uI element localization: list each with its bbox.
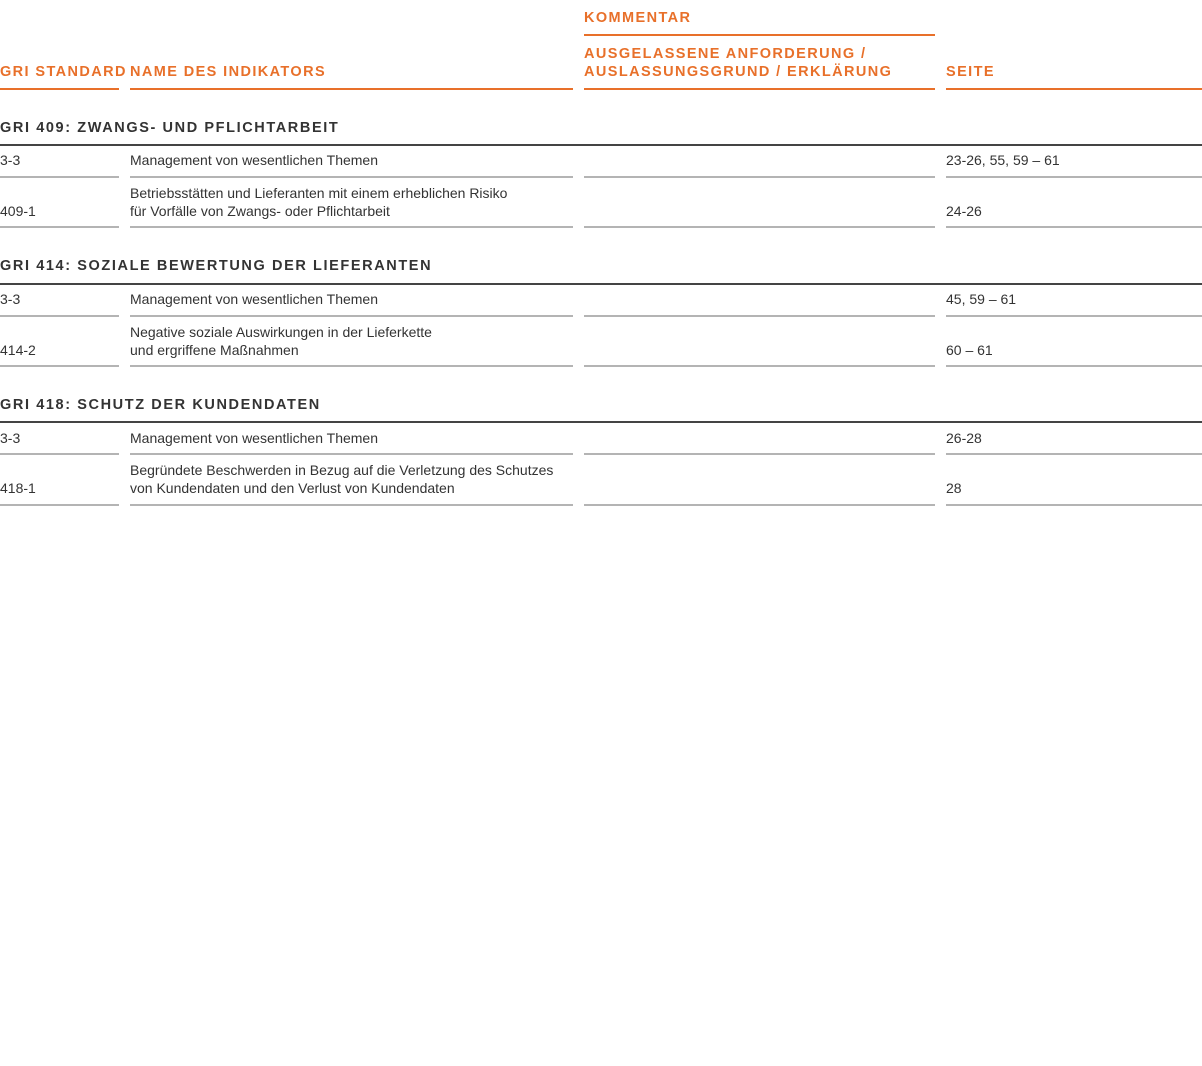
header-seite: SEITE: [946, 64, 995, 80]
section-rule: [0, 144, 1202, 146]
row-rule: [584, 453, 935, 455]
row-seite: 45, 59 – 61: [946, 291, 1017, 307]
row-rule: [946, 365, 1202, 367]
row-name: Management von wesentlichen Themen: [130, 430, 379, 446]
row-standard: 418-1: [0, 480, 36, 496]
row-name: Betriebsstätten und Lieferanten mit einem erheblichen Risiko: [130, 185, 508, 201]
row-seite: 60 – 61: [946, 342, 993, 358]
row-name: Negative soziale Auswirkungen in der Lieferkette: [130, 324, 432, 340]
row-rule: [584, 226, 935, 228]
row-rule: [0, 226, 119, 228]
row-rule: [0, 365, 119, 367]
row-rule: [946, 453, 1202, 455]
row-standard: 409-1: [0, 203, 36, 219]
row-rule: [130, 504, 573, 506]
row-seite: 28: [946, 480, 962, 496]
row-rule: [0, 453, 119, 455]
row-rule: [130, 176, 573, 178]
header-rule-name: [130, 88, 573, 90]
row-name: Management von wesentlichen Themen: [130, 152, 379, 168]
row-name-line2: für Vorfälle von Zwangs- oder Pflichtarbeit: [130, 203, 390, 219]
section-title: GRI 418: SCHUTZ DER KUNDENDATEN: [0, 397, 321, 413]
row-rule: [946, 226, 1202, 228]
row-standard: 414-2: [0, 342, 36, 358]
header-kommentar: KOMMENTAR: [584, 10, 692, 26]
row-rule: [0, 176, 119, 178]
section-title: GRI 414: SOZIALE BEWERTUNG DER LIEFERANTEN: [0, 258, 433, 274]
section-title: GRI 409: ZWANGS- UND PFLICHTARBEIT: [0, 120, 340, 136]
row-name-line2: und ergriffene Maßnahmen: [130, 342, 299, 358]
kommentar-underline: [584, 34, 935, 36]
header-rule-kommentar: [584, 88, 935, 90]
row-rule: [130, 365, 573, 367]
section-rule: [0, 421, 1202, 423]
row-seite: 26-28: [946, 430, 982, 446]
row-rule: [584, 315, 935, 317]
row-name-line2: von Kundendaten und den Verlust von Kundendaten: [130, 480, 455, 496]
row-rule: [130, 453, 573, 455]
row-name: Management von wesentlichen Themen: [130, 291, 379, 307]
row-rule: [0, 504, 119, 506]
row-seite: 24-26: [946, 203, 982, 219]
header-rule-seite: [946, 88, 1202, 90]
row-rule: [130, 315, 573, 317]
row-rule: [130, 226, 573, 228]
row-rule: [584, 176, 935, 178]
row-seite: 23-26, 55, 59 – 61: [946, 152, 1060, 168]
row-rule: [584, 365, 935, 367]
header-name-des-indikators: NAME DES INDIKATORS: [130, 64, 327, 80]
header-ausgelassene-line1: AUSGELASSENE ANFORDERUNG /: [584, 46, 867, 62]
row-rule: [0, 315, 119, 317]
row-standard: 3-3: [0, 291, 21, 307]
row-rule: [946, 176, 1202, 178]
header-gri-standard: GRI STANDARD: [0, 64, 127, 80]
section-rule: [0, 283, 1202, 285]
row-rule: [584, 504, 935, 506]
row-standard: 3-3: [0, 430, 21, 446]
row-rule: [946, 504, 1202, 506]
header-rule-standard: [0, 88, 119, 90]
row-standard: 3-3: [0, 152, 21, 168]
row-rule: [946, 315, 1202, 317]
header-ausgelassene-line2: AUSLASSUNGSGRUND / ERKLÄRUNG: [584, 64, 893, 80]
row-name: Begründete Beschwerden in Bezug auf die Verletzung des Schutzes: [130, 462, 554, 478]
